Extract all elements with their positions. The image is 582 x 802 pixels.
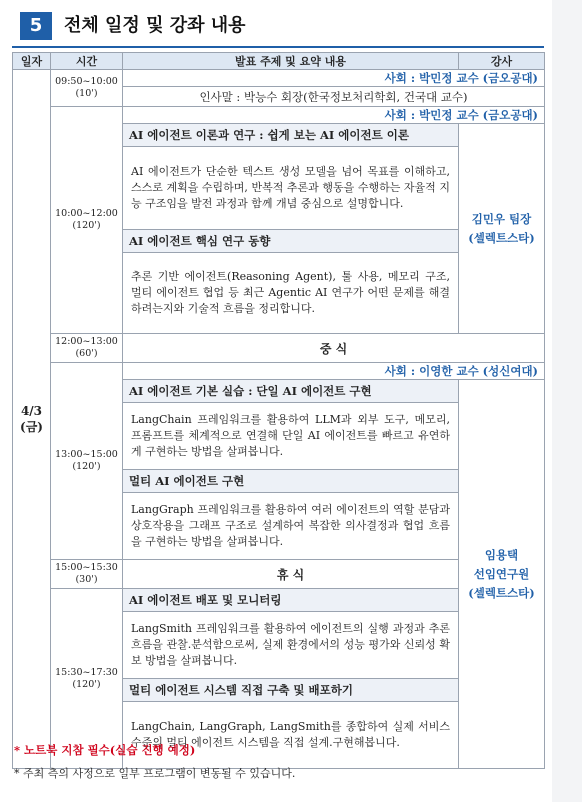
session-description: LangChain 프레임워크를 활용하여 LLM과 외부 도구, 메모리, 프롬프트를 체계적으로 연결해 단일 AI 에이전트를 빠르고 유연하게 구현하는 방법을 살펴봅니다. (123, 403, 459, 470)
time-duration: (120') (72, 220, 101, 231)
session-title: 멀티 AI 에이전트 구현 (123, 470, 459, 493)
instructor-cell (459, 380, 545, 769)
time-range: 13:00~15:00 (55, 449, 118, 460)
greeting-text: 인사말 : 박능수 회장(한국정보처리학회, 건국대 교수) (123, 87, 545, 107)
header-day: 일자 (13, 53, 51, 70)
instructor-cell (459, 124, 545, 334)
time-range: 12:00~13:00 (55, 336, 118, 347)
instructor-title: 선임연구원 (473, 566, 530, 581)
program-change-note: * 주최 측의 사정으로 일부 프로그램이 변동될 수 있습니다. (14, 767, 296, 780)
time-cell (51, 363, 123, 560)
table-row (13, 107, 545, 124)
day-weekday: (금) (20, 420, 43, 434)
schedule-table (12, 52, 545, 769)
notes-block (14, 742, 544, 782)
host-label: 사회 : 박민정 교수 (금오공대) (123, 107, 545, 124)
session-description: LangGraph 프레임워크를 활용하여 여러 에이전트의 역할 분담과 상호작용을 그래프 구조로 설계하여 복잡한 의사결정과 협업 흐름을 구현하는 방법을 살펴봅니다. (123, 493, 459, 560)
time-duration: (30') (75, 574, 98, 585)
section-number-badge: 5 (20, 12, 52, 40)
right-margin-strip (552, 0, 582, 802)
session-description: AI 에이전트가 단순한 텍스트 생성 모델을 넘어 목표를 이해하고, 스스로 계획을 수립하며, 반복적 추론과 행동을 수행하는 자율적 지능 구조임을 발전 과정과 함께 개념 중심으로 설명합니다. (123, 147, 459, 230)
host-label: 사회 : 이영한 교수 (성신여대) (123, 363, 545, 380)
time-duration: (10') (75, 88, 98, 99)
day-date: 4/3 (20, 404, 43, 418)
host-label: 사회 : 박민정 교수 (금오공대) (123, 70, 545, 87)
time-cell (51, 107, 123, 334)
day-cell (13, 70, 51, 769)
section-title: 전체 일정 및 강좌 내용 (64, 15, 246, 36)
header-time: 시간 (51, 53, 123, 70)
lunch-label: 중 식 (123, 334, 545, 363)
section-header (12, 10, 544, 42)
session-description: LangChain, LangGraph, LangSmith를 종합하여 실제 서비스 수준의 멀티 에이전트 시스템을 직접 설계.구현해봅니다. (123, 702, 459, 769)
break-label: 휴 식 (123, 560, 459, 589)
time-duration: (60') (75, 348, 98, 359)
time-duration: (120') (72, 461, 101, 472)
header-divider (12, 46, 544, 48)
header-instructor: 강사 (459, 53, 545, 70)
table-header-row (13, 53, 545, 70)
time-duration: (120') (72, 678, 101, 690)
time-range: 09:50~10:00 (55, 76, 118, 87)
time-cell (51, 560, 123, 589)
table-row (13, 363, 545, 380)
time-cell (51, 334, 123, 363)
session-title: 멀티 에이전트 시스템 직접 구축 및 배포하기 (123, 679, 459, 702)
session-description: 추론 기반 에이전트(Reasoning Agent), 툴 사용, 메모리 구조, 멀티 에이전트 협업 등 최근 Agentic AI 연구가 어떤 문제를 해결하려는지와 기술적 흐름을 정리합니다. (123, 253, 459, 334)
header-topic: 발표 주제 및 요약 내용 (123, 53, 459, 70)
table-row (13, 334, 545, 363)
time-range: 10:00~12:00 (55, 208, 118, 219)
session-description: LangSmith 프레임워크를 활용하여 에이전트의 실행 과정과 추론 흐름을 관찰.분석함으로써, 실제 환경에서의 성능 평가와 신뢰성 확보 방법을 살펴봅니다. (123, 612, 459, 679)
instructor-org: (셀렉트스타) (468, 585, 535, 600)
instructor-name: 김민우 팀장 (471, 211, 532, 226)
instructor-org: (셀렉트스타) (468, 230, 535, 245)
laptop-required-note: * 노트북 지참 필수(실습 진행 예정) (14, 743, 196, 757)
time-cell (51, 70, 123, 107)
session-title: AI 에이전트 배포 및 모니터링 (123, 589, 459, 612)
table-row (13, 70, 545, 87)
session-title: AI 에이전트 이론과 연구 : 쉽게 보는 AI 에이전트 이론 (123, 124, 459, 147)
time-range: 15:30~17:30 (55, 666, 118, 678)
session-title: AI 에이전트 핵심 연구 동향 (123, 230, 459, 253)
session-title: AI 에이전트 기본 실습 : 단일 AI 에이전트 구현 (123, 380, 459, 403)
instructor-name: 임용택 (484, 547, 519, 562)
time-range: 15:00~15:30 (55, 562, 118, 573)
